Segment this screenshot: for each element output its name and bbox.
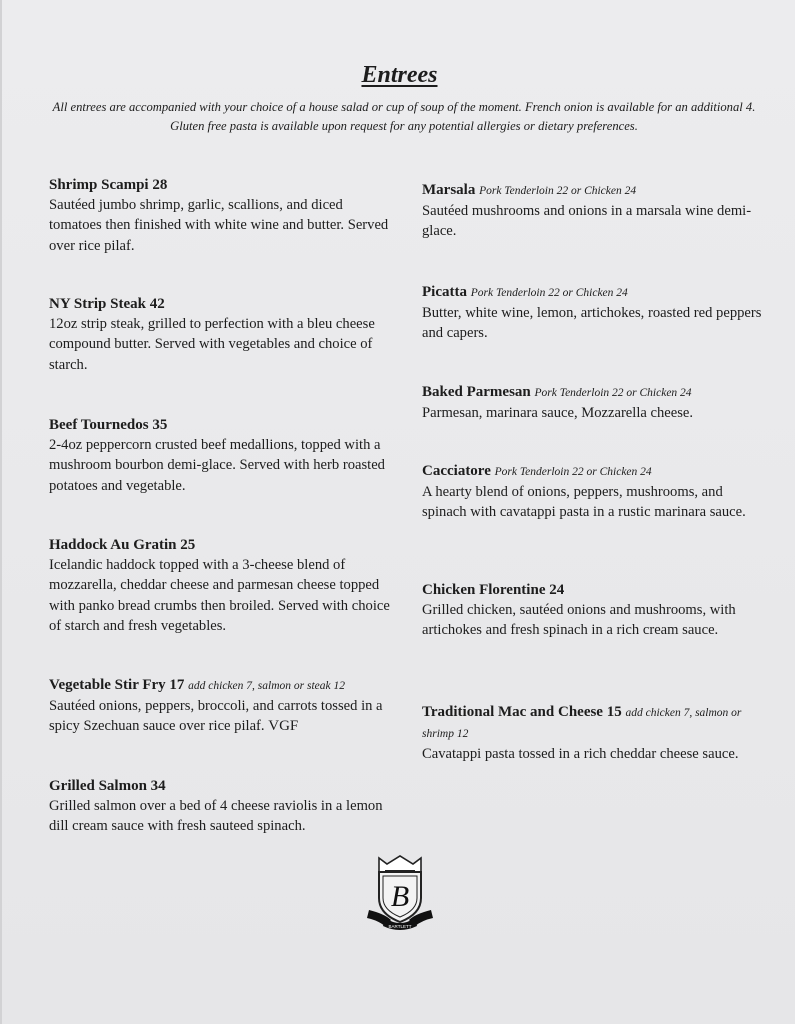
page-title: Entrees (361, 62, 438, 88)
menu-item-mac-and-cheese (422, 702, 767, 764)
menu-item-cacciatore (422, 461, 767, 523)
item-description: Icelandic haddock topped with a 3-cheese blend of mozzarella, cheddar cheese and parmesan cheese topped with panko bread crumbs then broiled. Served with choice of starch and fresh vegetables. (49, 557, 390, 634)
item-description: A hearty blend of onions, peppers, mushrooms, and spinach with cavatappi pasta in a rustic marinara sauce. (422, 484, 746, 521)
item-name: Marsala (422, 182, 476, 198)
menu-intro: All entrees are accompanied with your choice of a house salad or cup of soup of the moment. French onion is available for an additional 4. Gluten free pasta is available upon request for any potential allergies or dietary preferences. (52, 100, 756, 133)
item-note: add chicken 7, salmon or shrimp 12 (422, 707, 742, 740)
item-name-line (49, 675, 394, 696)
item-description: Sautéed mushrooms and onions in a marsala wine demi-glace. (422, 203, 752, 240)
item-description: Cavatappi pasta tossed in a rich cheddar cheese sauce. (422, 746, 739, 762)
item-name: Cacciatore (422, 463, 491, 479)
item-name: Grilled Salmon 34 (49, 778, 166, 794)
item-note: Pork Tenderloin 22 or Chicken 24 (534, 387, 692, 399)
svg-text:B: B (390, 880, 410, 913)
menu-item-haddock-au-gratin (49, 535, 394, 636)
item-name: Shrimp Scampi 28 (49, 177, 168, 193)
item-name: Chicken Florentine 24 (422, 582, 565, 598)
item-description: Parmesan, marinara sauce, Mozzarella cheese. (422, 405, 694, 421)
item-name-line (422, 282, 767, 303)
menu-item-marsala (422, 180, 767, 242)
item-name-line (422, 382, 767, 403)
item-description: Grilled chicken, sautéed onions and mushrooms, with artichokes and fresh spinach in a rich cream sauce. (422, 602, 736, 639)
item-name: Beef Tournedos 35 (49, 417, 168, 433)
item-note: add chicken 7, salmon or steak 12 (188, 680, 345, 692)
vgf-badge: VGF (268, 718, 299, 735)
item-note: Pork Tenderloin 22 or Chicken 24 (479, 185, 637, 197)
item-name: Traditional Mac and Cheese 15 (422, 704, 622, 720)
item-name: NY Strip Steak 42 (49, 296, 165, 312)
menu-item-chicken-florentine (422, 580, 767, 641)
item-description-wrap (49, 696, 394, 737)
item-description: 2-4oz peppercorn crusted beef medallions, topped with a mushroom bourbon demi-glace. Served with herb roasted potatoes and vegetable. (49, 437, 385, 494)
item-description: Sautéed jumbo shrimp, garlic, scallions, and diced tomatoes then finished with white wine and butter. Served over rice pilaf. (49, 197, 389, 254)
menu-item-picatta (422, 282, 767, 344)
item-name-line (422, 180, 767, 201)
item-name: Picatta (422, 284, 467, 300)
item-note: Pork Tenderloin 22 or Chicken 24 (470, 287, 628, 299)
menu-item-vegetable-stir-fry (49, 675, 394, 737)
menu-item-beef-tournedos (49, 415, 394, 496)
menu-item-ny-strip-steak (49, 294, 394, 375)
crest-logo-icon (365, 852, 435, 932)
item-name: Haddock Au Gratin 25 (49, 537, 196, 553)
item-name-line (422, 702, 767, 744)
svg-text:BARTLETT: BARTLETT (388, 924, 412, 929)
item-name: Baked Parmesan (422, 384, 531, 400)
menu-item-shrimp-scampi (49, 175, 394, 256)
item-note: Pork Tenderloin 22 or Chicken 24 (494, 466, 652, 478)
item-description: 12oz strip steak, grilled to perfection with a bleu cheese compound butter. Served with vegetables and choice of starch. (49, 316, 375, 373)
menu-item-baked-parmesan (422, 382, 767, 423)
item-description: Grilled salmon over a bed of 4 cheese raviolis in a lemon dill cream sauce with fresh sauteed spinach. (49, 798, 383, 835)
item-description: Butter, white wine, lemon, artichokes, roasted red peppers and capers. (422, 305, 762, 342)
menu-item-grilled-salmon (49, 776, 394, 837)
item-name: Vegetable Stir Fry 17 (49, 677, 185, 693)
item-name-line (422, 461, 767, 482)
item-description: Sautéed onions, peppers, broccoli, and carrots tossed in a spicy Szechuan sauce over rice pilaf. (49, 698, 383, 735)
